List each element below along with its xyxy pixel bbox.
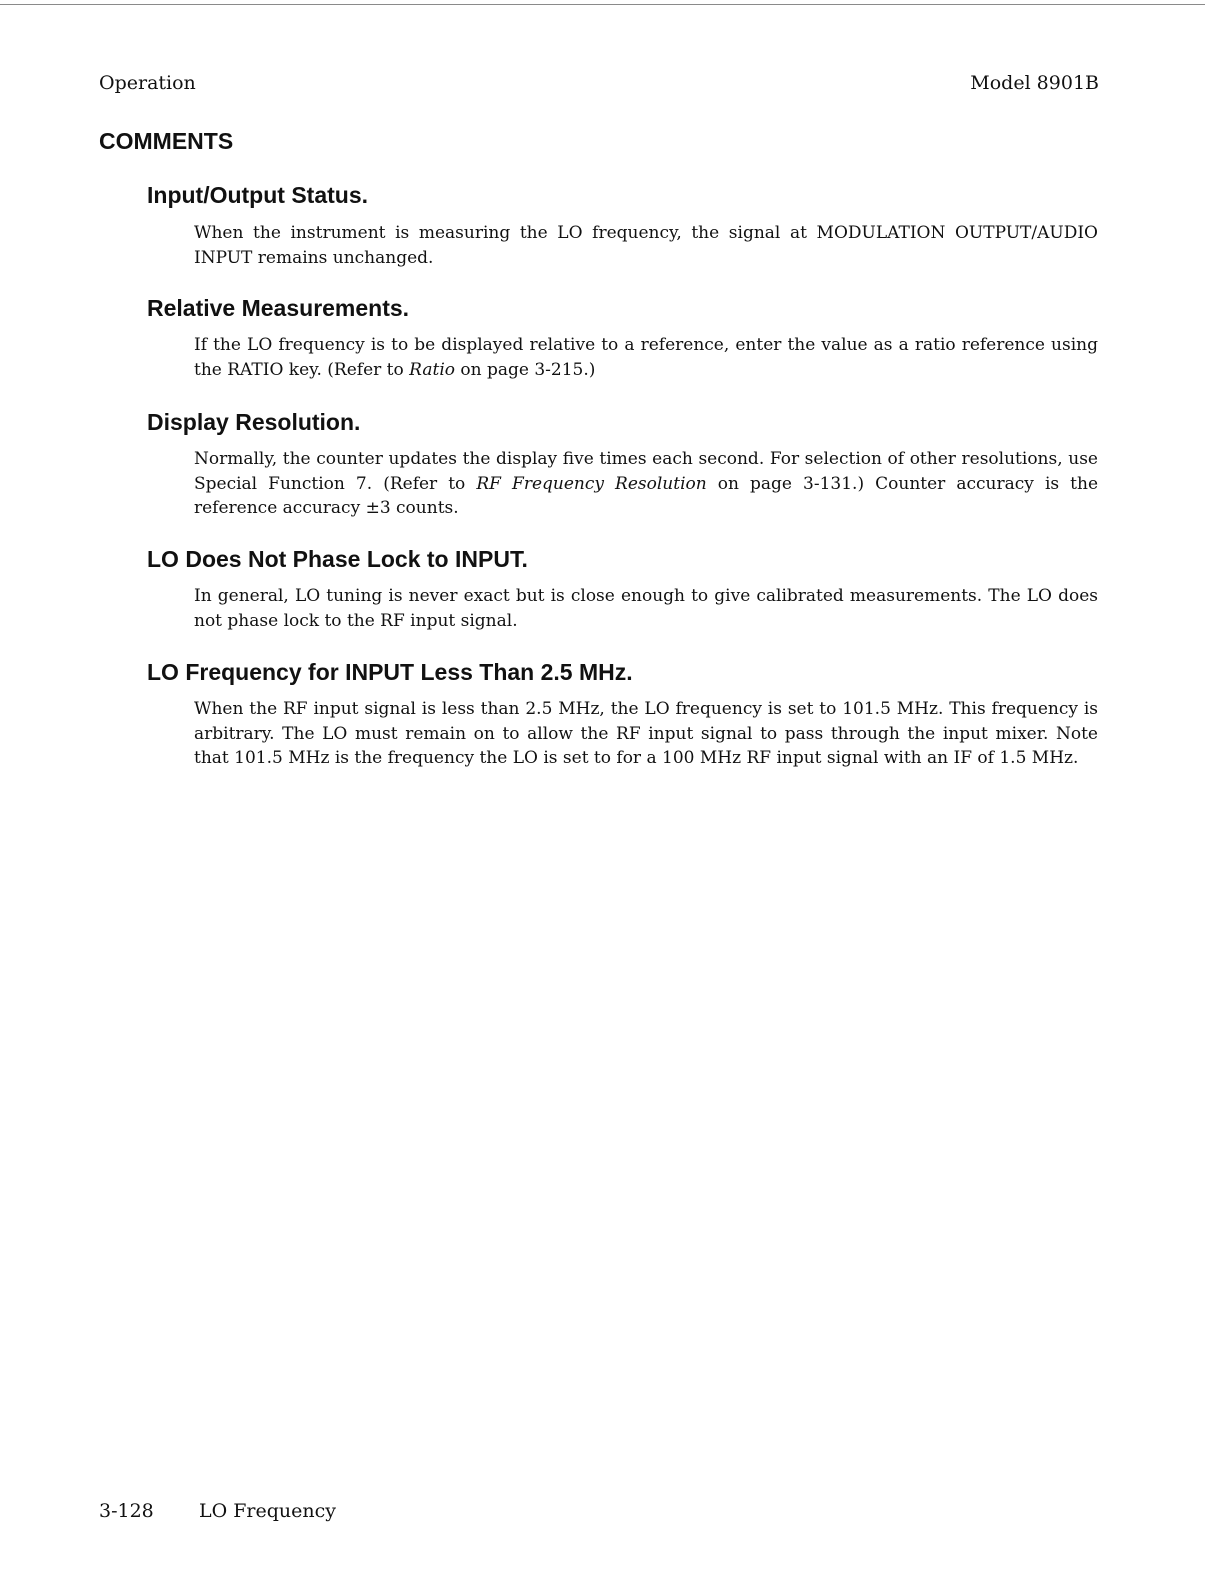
paragraph-display-resolution — [194, 447, 1098, 521]
paragraph-lo-frequency-low-input — [194, 697, 1098, 771]
section-heading: COMMENTS — [99, 128, 234, 154]
paragraph-text: When the RF input signal is less than 2.5 MHz, the LO frequency is set to 101.5 MHz. This frequency is arbitrary. The LO must remain on to allow the RF input signal to pass through the input mixer. Note that 101.5 MHz is the frequency the LO is set to for a 100 MHz RF input signal with an IF of 1.5 MHz. — [194, 699, 1098, 768]
subheading-lo-phase-lock: LO Does Not Phase Lock to INPUT. — [147, 546, 528, 572]
cross-reference: RF Frequency Resolution — [476, 473, 707, 494]
paragraph-text: If the LO frequency is to be displayed relative to a reference, enter the value as a ratio reference using the RATIO key. (Refer to — [194, 335, 1098, 380]
paragraph-input-output-status — [194, 221, 1098, 270]
footer-title: LO Frequency — [199, 1500, 336, 1522]
running-header-left: Operation — [99, 72, 196, 94]
top-rule — [0, 4, 1205, 5]
subheading-display-resolution: Display Resolution. — [147, 409, 361, 435]
paragraph-text: In general, LO tuning is never exact but is close enough to give calibrated measurements. The LO does not phase lock to the RF input signal. — [194, 586, 1098, 631]
footer-page-number: 3-128 — [99, 1500, 154, 1522]
paragraph-text: on page 3-131.) Counter accuracy is the reference accuracy ±3 counts. — [194, 473, 1099, 518]
paragraph-text: Normally, the counter updates the display five times each second. For selection of other resolutions, use Special Function 7. (Refer to — [194, 449, 1098, 494]
paragraph-text: on page 3-215.) — [455, 359, 596, 380]
subheading-relative-measurements: Relative Measurements. — [147, 295, 410, 321]
subheading-lo-frequency-low-input: LO Frequency for INPUT Less Than 2.5 MHz. — [147, 659, 633, 685]
cross-reference: Ratio — [409, 359, 455, 380]
paragraph-relative-measurements — [194, 333, 1098, 382]
paragraph-lo-phase-lock — [194, 584, 1098, 633]
subheading-input-output-status: Input/Output Status. — [147, 182, 369, 208]
running-header-right: Model 8901B — [970, 72, 1099, 94]
paragraph-text: When the instrument is measuring the LO frequency, the signal at MODULATION OUTPUT/AUDIO INPUT remains unchanged. — [194, 223, 1098, 268]
